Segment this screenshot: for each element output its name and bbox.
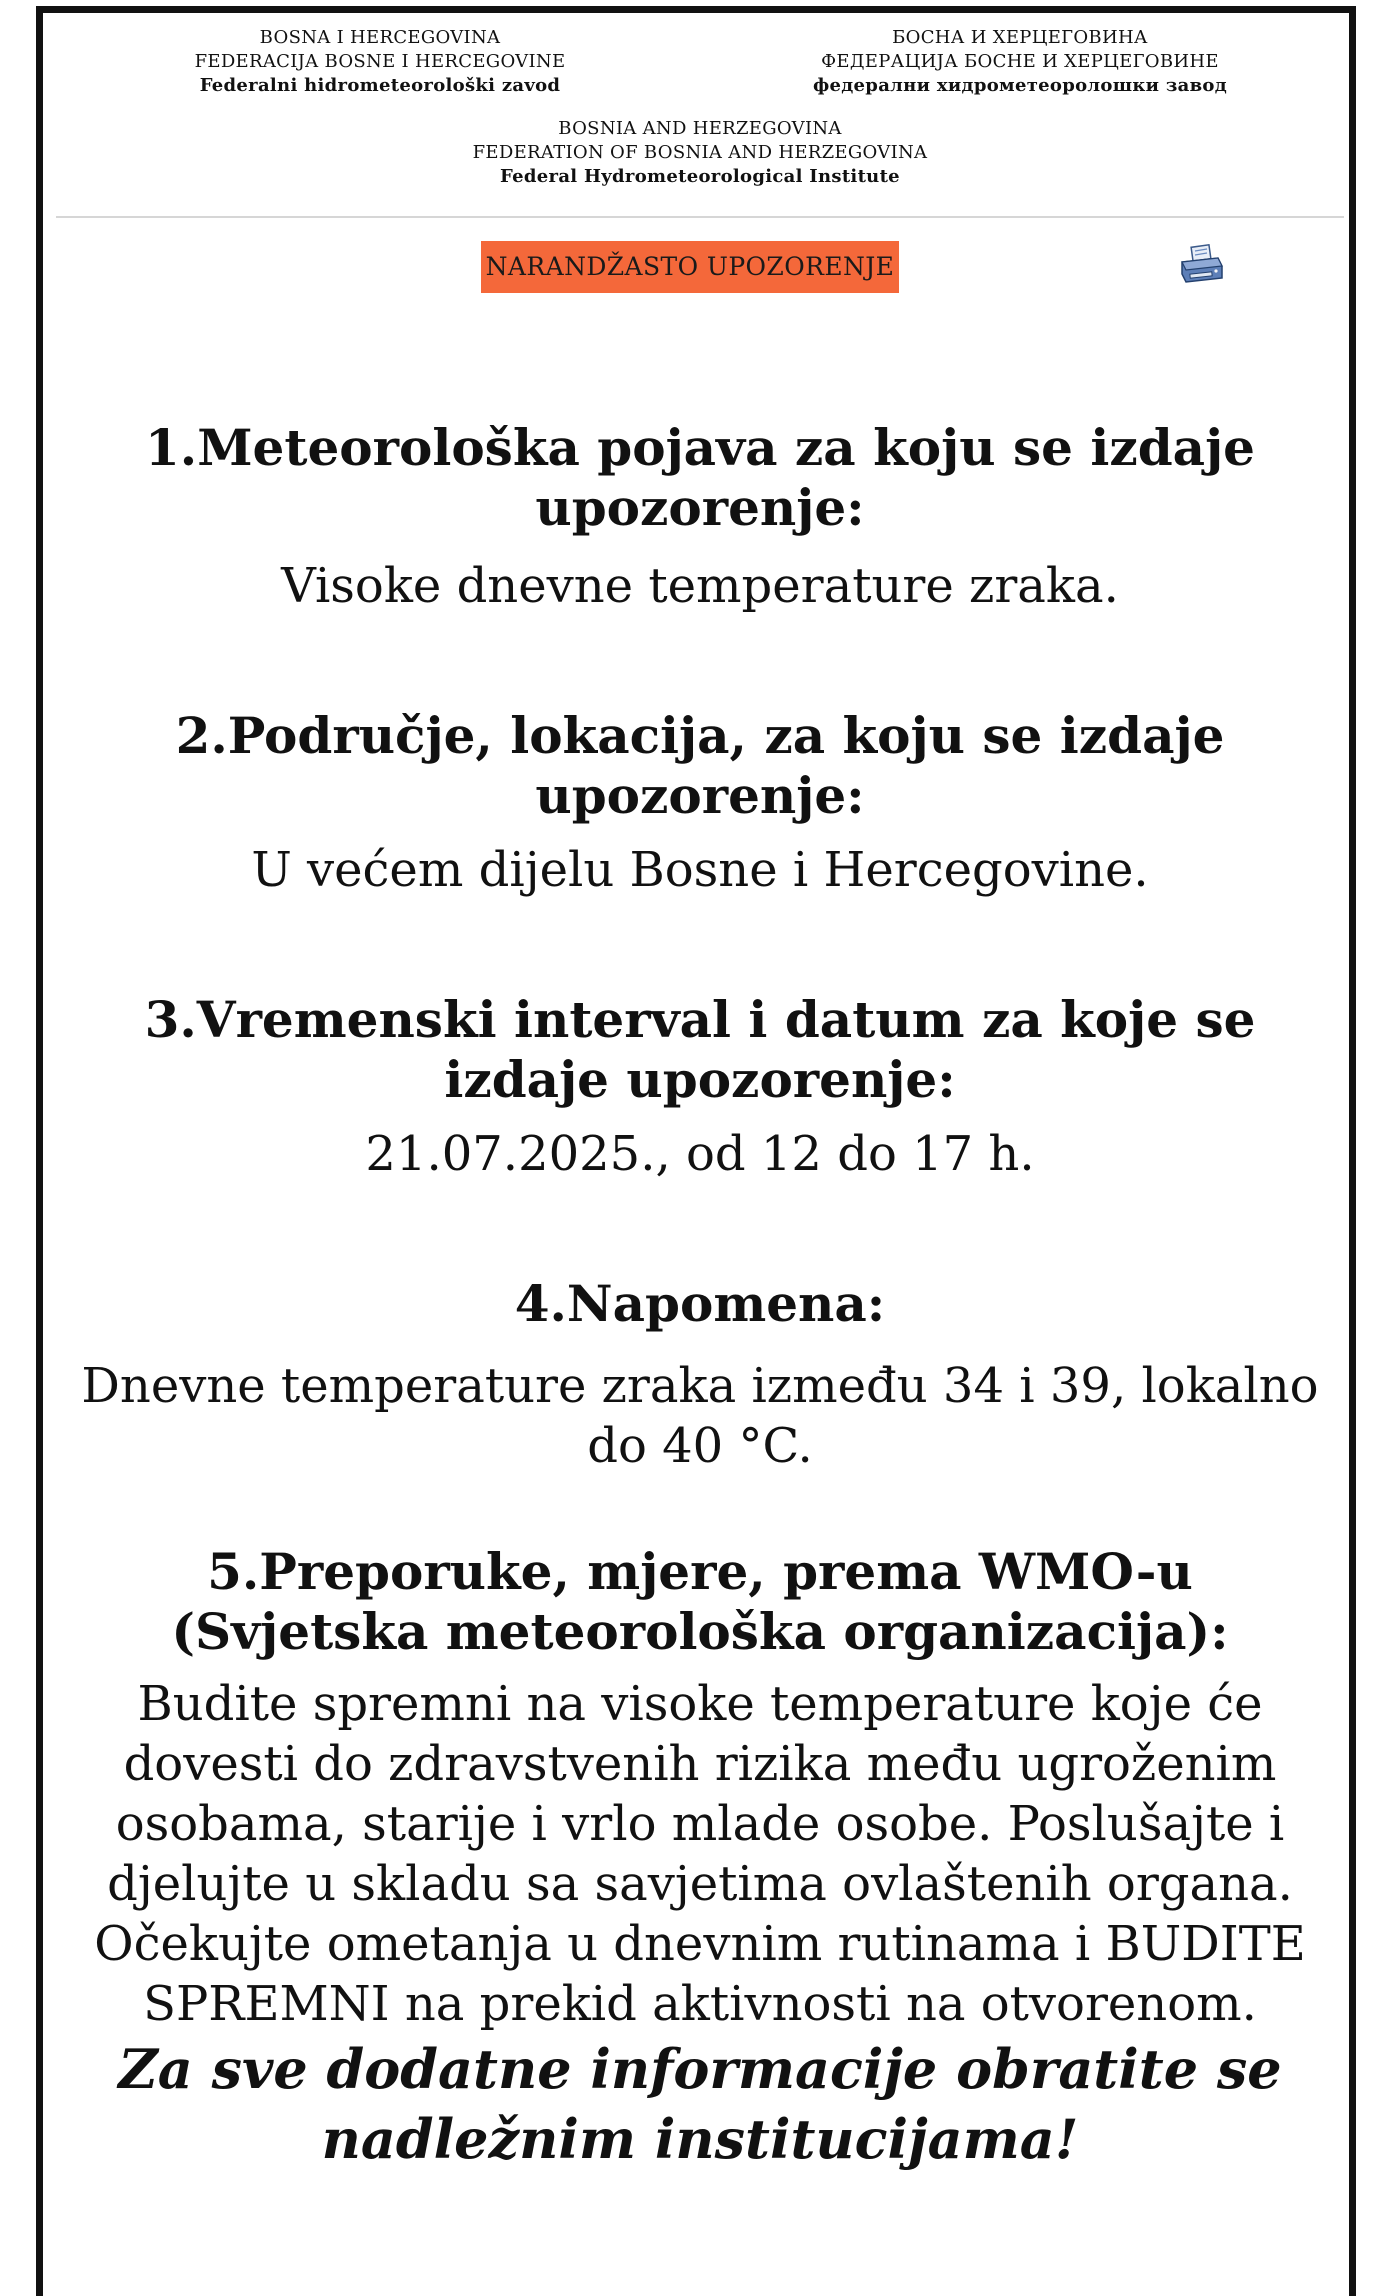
header-right-country: БОСНА И ХЕРЦЕГОВИНА: [892, 27, 1148, 48]
section-body: Visoke dnevne temperature zraka.: [281, 558, 1119, 614]
section-recommendations: [70, 1542, 1330, 2174]
header-right-institute: федерални хидрометеоролошки завод: [812, 75, 1228, 96]
section-heading: 2.Područje, lokacija, za koju se izdaje upozorenje:: [175, 706, 1225, 825]
section-heading: 1.Meteorološka pojava za koju se izdaje upozorenje:: [145, 418, 1255, 537]
section-heading: 5.Preporuke, mjere, prema WMO-u (Svjetska meteorološka organizacija):: [171, 1542, 1229, 1661]
section-area: [70, 706, 1330, 900]
section-body: Dnevne temperature zraka između 34 i 39, lokalno do 40 °C.: [81, 1358, 1319, 1474]
header-left-institute: Federalni hidrometeorološki zavod: [199, 75, 561, 96]
header-center-institute: Federal Hydrometeorological Institute: [500, 166, 900, 187]
section-body: 21.07.2025., od 12 do 17 h.: [365, 1126, 1035, 1182]
header-right-federation: ФЕДЕРАЦИЈА БОСНЕ И ХЕРЦЕГОВИНЕ: [821, 51, 1219, 72]
header-right-block: [760, 26, 1280, 98]
header-left-country: BOSNA I HERCEGOVINA: [259, 27, 501, 48]
printer-icon[interactable]: [1178, 244, 1226, 286]
header-center-block: [400, 117, 1000, 189]
header-left-federation: FEDERACIJA BOSNE I HERCEGOVINE: [194, 51, 566, 72]
header-divider: [56, 216, 1344, 218]
header-center-federation: FEDERATION OF BOSNIA AND HERZEGOVINA: [472, 142, 928, 163]
section-heading: 3.Vremenski interval i datum za koje se izdaje upozorenje:: [144, 990, 1256, 1109]
section-time-interval: [70, 990, 1330, 1184]
section-body: U većem dijelu Bosne i Hercegovine.: [251, 842, 1149, 898]
header-center-country: BOSNIA AND HERZEGOVINA: [558, 118, 842, 139]
warning-level-badge: NARANDŽASTO UPOZORENJE: [481, 241, 899, 293]
warning-content: [70, 418, 1330, 2174]
section-phenomenon: [70, 418, 1330, 616]
closing-notice: Za sve dodatne informacije obratite se nadležnim institucijama!: [118, 2037, 1282, 2171]
section-note: [70, 1274, 1330, 1476]
section-body: Budite spremni na visoke temperature koje će dovesti do zdravstvenih rizika među ugroženim osobama, starije i vrlo mlade osobe. Poslušajte i djelujte u skladu sa savjetima ovlaštenih organa. Očekujte ometanja u dnevnim rutinama i BUDITE SPREMNI na prekid aktivnosti na otvorenom.: [94, 1676, 1306, 2032]
section-heading: 4.Napomena:: [514, 1274, 886, 1333]
header-left-block: [120, 26, 640, 98]
